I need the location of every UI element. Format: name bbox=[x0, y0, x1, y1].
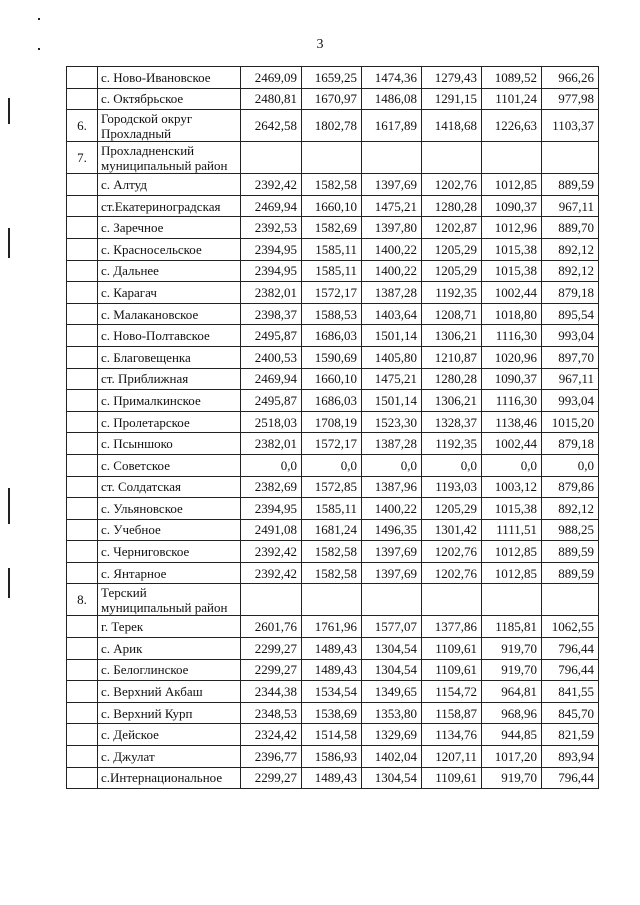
value-cell: 2348,53 bbox=[241, 702, 302, 724]
row-number bbox=[67, 303, 98, 325]
value-cell: 2392,42 bbox=[241, 562, 302, 584]
value-cell: 1590,69 bbox=[302, 346, 362, 368]
value-cell: 0,0 bbox=[241, 454, 302, 476]
value-cell: 1403,64 bbox=[362, 303, 422, 325]
locality-name: с. Арик bbox=[98, 638, 241, 660]
value-cell: 1103,37 bbox=[542, 110, 599, 142]
value-cell: 1514,58 bbox=[302, 724, 362, 746]
value-cell bbox=[422, 584, 482, 616]
value-cell: 1486,08 bbox=[362, 88, 422, 110]
page-number: 3 bbox=[316, 37, 324, 52]
value-cell: 1681,24 bbox=[302, 519, 362, 541]
value-cell: 2392,42 bbox=[241, 174, 302, 196]
value-cell: 2601,76 bbox=[241, 616, 302, 638]
locality-name: г. Терек bbox=[98, 616, 241, 638]
value-cell: 1202,87 bbox=[422, 217, 482, 239]
value-cell: 1202,76 bbox=[422, 174, 482, 196]
value-cell: 1111,51 bbox=[482, 519, 542, 541]
value-cell: 1304,54 bbox=[362, 659, 422, 681]
row-number bbox=[67, 390, 98, 412]
value-cell: 1089,52 bbox=[482, 67, 542, 89]
value-cell: 0,0 bbox=[542, 454, 599, 476]
value-cell: 1660,10 bbox=[302, 195, 362, 217]
value-cell: 1109,61 bbox=[422, 659, 482, 681]
value-cell: 2480,81 bbox=[241, 88, 302, 110]
value-cell bbox=[362, 584, 422, 616]
row-number bbox=[67, 616, 98, 638]
row-number bbox=[67, 174, 98, 196]
locality-name: с. Благовещенка bbox=[98, 346, 241, 368]
row-number bbox=[67, 282, 98, 304]
value-cell: 2491,08 bbox=[241, 519, 302, 541]
row-number bbox=[67, 433, 98, 455]
section-row bbox=[67, 110, 599, 142]
value-cell: 1304,54 bbox=[362, 767, 422, 789]
section-row bbox=[67, 584, 599, 616]
locality-name: с. Верхний Акбаш bbox=[98, 681, 241, 703]
value-cell: 1020,96 bbox=[482, 346, 542, 368]
value-cell: 2392,42 bbox=[241, 541, 302, 563]
value-cell: 1582,58 bbox=[302, 174, 362, 196]
value-cell: 1202,76 bbox=[422, 541, 482, 563]
locality-name: с. Янтарное bbox=[98, 562, 241, 584]
table-row bbox=[67, 67, 599, 89]
table-row bbox=[67, 390, 599, 412]
value-cell bbox=[422, 142, 482, 174]
value-cell: 1400,22 bbox=[362, 238, 422, 260]
value-cell: 993,04 bbox=[542, 325, 599, 347]
value-cell: 919,70 bbox=[482, 767, 542, 789]
locality-name: с. Ульяновское bbox=[98, 498, 241, 520]
value-cell: 895,54 bbox=[542, 303, 599, 325]
value-cell: 1572,17 bbox=[302, 282, 362, 304]
value-cell: 919,70 bbox=[482, 638, 542, 660]
value-cell: 1090,37 bbox=[482, 368, 542, 390]
table-row bbox=[67, 217, 599, 239]
value-cell: 892,12 bbox=[542, 498, 599, 520]
value-cell: 0,0 bbox=[362, 454, 422, 476]
value-cell: 1387,96 bbox=[362, 476, 422, 498]
table-row bbox=[67, 541, 599, 563]
value-cell: 1387,28 bbox=[362, 433, 422, 455]
table-row bbox=[67, 174, 599, 196]
locality-name: с. Учебное bbox=[98, 519, 241, 541]
value-cell: 1659,25 bbox=[302, 67, 362, 89]
value-cell: 1328,37 bbox=[422, 411, 482, 433]
value-cell: 1377,86 bbox=[422, 616, 482, 638]
value-cell: 1012,96 bbox=[482, 217, 542, 239]
table-row bbox=[67, 88, 599, 110]
value-cell: 897,70 bbox=[542, 346, 599, 368]
value-cell: 1572,17 bbox=[302, 433, 362, 455]
locality-name: с. Джулат bbox=[98, 746, 241, 768]
value-cell: 1202,76 bbox=[422, 562, 482, 584]
value-cell: 1306,21 bbox=[422, 390, 482, 412]
value-cell: 1572,85 bbox=[302, 476, 362, 498]
row-number bbox=[67, 411, 98, 433]
table-row bbox=[67, 454, 599, 476]
value-cell: 964,81 bbox=[482, 681, 542, 703]
row-number bbox=[67, 195, 98, 217]
value-cell: 1018,80 bbox=[482, 303, 542, 325]
row-number bbox=[67, 541, 98, 563]
value-cell: 2299,27 bbox=[241, 767, 302, 789]
row-number bbox=[67, 638, 98, 660]
value-cell: 2382,01 bbox=[241, 282, 302, 304]
value-cell: 1208,71 bbox=[422, 303, 482, 325]
value-cell: 1154,72 bbox=[422, 681, 482, 703]
table-row bbox=[67, 562, 599, 584]
value-cell: 966,26 bbox=[542, 67, 599, 89]
value-cell: 1586,93 bbox=[302, 746, 362, 768]
value-cell: 1062,55 bbox=[542, 616, 599, 638]
value-cell: 1280,28 bbox=[422, 368, 482, 390]
value-cell: 1279,43 bbox=[422, 67, 482, 89]
locality-name: с. Верхний Курп bbox=[98, 702, 241, 724]
value-cell: 967,11 bbox=[542, 368, 599, 390]
value-cell: 1306,21 bbox=[422, 325, 482, 347]
value-cell: 1116,30 bbox=[482, 390, 542, 412]
value-cell bbox=[542, 142, 599, 174]
value-cell: 2398,37 bbox=[241, 303, 302, 325]
value-cell: 2299,27 bbox=[241, 638, 302, 660]
value-cell: 993,04 bbox=[542, 390, 599, 412]
value-cell: 1185,81 bbox=[482, 616, 542, 638]
value-cell bbox=[542, 584, 599, 616]
value-cell: 893,94 bbox=[542, 746, 599, 768]
value-cell: 845,70 bbox=[542, 702, 599, 724]
value-cell: 1205,29 bbox=[422, 498, 482, 520]
value-cell: 1205,29 bbox=[422, 238, 482, 260]
table-row bbox=[67, 498, 599, 520]
table-row bbox=[67, 195, 599, 217]
row-number: 8. bbox=[67, 584, 98, 616]
value-cell: 1501,14 bbox=[362, 390, 422, 412]
table-row bbox=[67, 519, 599, 541]
value-cell: 879,18 bbox=[542, 433, 599, 455]
value-cell: 1582,58 bbox=[302, 541, 362, 563]
value-cell: 1158,87 bbox=[422, 702, 482, 724]
value-cell: 1534,54 bbox=[302, 681, 362, 703]
value-cell: 1400,22 bbox=[362, 498, 422, 520]
value-cell: 1015,20 bbox=[542, 411, 599, 433]
row-number bbox=[67, 724, 98, 746]
locality-name: с. Советское bbox=[98, 454, 241, 476]
tariff-table bbox=[66, 66, 599, 789]
value-cell: 2495,87 bbox=[241, 325, 302, 347]
locality-name: с. Красносельское bbox=[98, 238, 241, 260]
value-cell: 821,59 bbox=[542, 724, 599, 746]
value-cell: 892,12 bbox=[542, 260, 599, 282]
value-cell: 1660,10 bbox=[302, 368, 362, 390]
row-number bbox=[67, 659, 98, 681]
value-cell: 2469,09 bbox=[241, 67, 302, 89]
value-cell bbox=[241, 142, 302, 174]
value-cell: 1012,85 bbox=[482, 541, 542, 563]
value-cell: 968,96 bbox=[482, 702, 542, 724]
row-number bbox=[67, 325, 98, 347]
scan-mark bbox=[8, 98, 10, 124]
scan-mark bbox=[8, 568, 10, 598]
value-cell: 1090,37 bbox=[482, 195, 542, 217]
scan-mark bbox=[38, 48, 40, 50]
locality-name: с. Алтуд bbox=[98, 174, 241, 196]
value-cell: 1496,35 bbox=[362, 519, 422, 541]
value-cell: 0,0 bbox=[422, 454, 482, 476]
value-cell: 1585,11 bbox=[302, 260, 362, 282]
value-cell: 1207,11 bbox=[422, 746, 482, 768]
row-number bbox=[67, 746, 98, 768]
table-row bbox=[67, 411, 599, 433]
table-row bbox=[67, 282, 599, 304]
scan-mark bbox=[8, 488, 10, 524]
value-cell: 2394,95 bbox=[241, 238, 302, 260]
table-row bbox=[67, 368, 599, 390]
value-cell: 2324,42 bbox=[241, 724, 302, 746]
value-cell: 2642,58 bbox=[241, 110, 302, 142]
row-number bbox=[67, 67, 98, 89]
value-cell: 1582,69 bbox=[302, 217, 362, 239]
value-cell: 889,59 bbox=[542, 562, 599, 584]
table-row bbox=[67, 325, 599, 347]
table-row bbox=[67, 260, 599, 282]
row-number: 6. bbox=[67, 110, 98, 142]
value-cell: 1226,63 bbox=[482, 110, 542, 142]
value-cell: 1280,28 bbox=[422, 195, 482, 217]
value-cell: 1192,35 bbox=[422, 433, 482, 455]
value-cell: 1397,80 bbox=[362, 217, 422, 239]
value-cell: 1353,80 bbox=[362, 702, 422, 724]
value-cell: 1291,15 bbox=[422, 88, 482, 110]
value-cell: 1397,69 bbox=[362, 562, 422, 584]
locality-name: с. Пролетарское bbox=[98, 411, 241, 433]
locality-name: с. Черниговское bbox=[98, 541, 241, 563]
value-cell: 1301,42 bbox=[422, 519, 482, 541]
value-cell: 944,85 bbox=[482, 724, 542, 746]
value-cell: 1588,53 bbox=[302, 303, 362, 325]
row-number bbox=[67, 454, 98, 476]
value-cell: 1012,85 bbox=[482, 562, 542, 584]
value-cell bbox=[241, 584, 302, 616]
value-cell: 2518,03 bbox=[241, 411, 302, 433]
value-cell: 1015,38 bbox=[482, 498, 542, 520]
value-cell: 796,44 bbox=[542, 767, 599, 789]
value-cell: 1489,43 bbox=[302, 638, 362, 660]
value-cell: 1523,30 bbox=[362, 411, 422, 433]
value-cell: 796,44 bbox=[542, 659, 599, 681]
value-cell: 977,98 bbox=[542, 88, 599, 110]
locality-name: с. Ново-Полтавское bbox=[98, 325, 241, 347]
value-cell: 1003,12 bbox=[482, 476, 542, 498]
value-cell bbox=[362, 142, 422, 174]
table-row bbox=[67, 659, 599, 681]
value-cell: 889,59 bbox=[542, 174, 599, 196]
value-cell: 1418,68 bbox=[422, 110, 482, 142]
row-number bbox=[67, 562, 98, 584]
value-cell: 1101,24 bbox=[482, 88, 542, 110]
value-cell: 988,25 bbox=[542, 519, 599, 541]
locality-name: с. Ново-Ивановское bbox=[98, 67, 241, 89]
value-cell: 1109,61 bbox=[422, 638, 482, 660]
value-cell: 1002,44 bbox=[482, 433, 542, 455]
value-cell: 1387,28 bbox=[362, 282, 422, 304]
value-cell: 1192,35 bbox=[422, 282, 482, 304]
value-cell: 1686,03 bbox=[302, 325, 362, 347]
value-cell: 1304,54 bbox=[362, 638, 422, 660]
row-number: 7. bbox=[67, 142, 98, 174]
value-cell: 892,12 bbox=[542, 238, 599, 260]
value-cell: 1708,19 bbox=[302, 411, 362, 433]
row-number bbox=[67, 217, 98, 239]
value-cell: 889,70 bbox=[542, 217, 599, 239]
locality-name: ст. Приближная bbox=[98, 368, 241, 390]
value-cell bbox=[482, 584, 542, 616]
value-cell: 2382,01 bbox=[241, 433, 302, 455]
value-cell: 1475,21 bbox=[362, 195, 422, 217]
value-cell: 2400,53 bbox=[241, 346, 302, 368]
locality-name: с. Псыншоко bbox=[98, 433, 241, 455]
value-cell: 796,44 bbox=[542, 638, 599, 660]
value-cell: 2396,77 bbox=[241, 746, 302, 768]
value-cell: 879,18 bbox=[542, 282, 599, 304]
scan-mark bbox=[38, 18, 40, 20]
section-row bbox=[67, 142, 599, 174]
locality-name: с. Карагач bbox=[98, 282, 241, 304]
value-cell: 1585,11 bbox=[302, 498, 362, 520]
value-cell: 1577,07 bbox=[362, 616, 422, 638]
table-row bbox=[67, 616, 599, 638]
value-cell: 879,86 bbox=[542, 476, 599, 498]
locality-name: с. Дальнее bbox=[98, 260, 241, 282]
value-cell bbox=[302, 584, 362, 616]
value-cell: 967,11 bbox=[542, 195, 599, 217]
value-cell: 1015,38 bbox=[482, 260, 542, 282]
value-cell: 2392,53 bbox=[241, 217, 302, 239]
row-number bbox=[67, 88, 98, 110]
value-cell: 1617,89 bbox=[362, 110, 422, 142]
value-cell: 1138,46 bbox=[482, 411, 542, 433]
locality-name: Городской округ Прохладный bbox=[98, 110, 241, 142]
value-cell: 2394,95 bbox=[241, 498, 302, 520]
value-cell: 2394,95 bbox=[241, 260, 302, 282]
table-row bbox=[67, 724, 599, 746]
value-cell: 2299,27 bbox=[241, 659, 302, 681]
table-row bbox=[67, 476, 599, 498]
value-cell: 889,59 bbox=[542, 541, 599, 563]
row-number bbox=[67, 681, 98, 703]
value-cell: 1501,14 bbox=[362, 325, 422, 347]
value-cell: 1397,69 bbox=[362, 541, 422, 563]
value-cell: 1193,03 bbox=[422, 476, 482, 498]
value-cell: 1802,78 bbox=[302, 110, 362, 142]
value-cell: 1329,69 bbox=[362, 724, 422, 746]
row-number bbox=[67, 519, 98, 541]
value-cell: 1017,20 bbox=[482, 746, 542, 768]
value-cell: 2469,94 bbox=[241, 368, 302, 390]
table-row bbox=[67, 702, 599, 724]
value-cell: 1002,44 bbox=[482, 282, 542, 304]
locality-name: с. Белоглинское bbox=[98, 659, 241, 681]
table-row bbox=[67, 303, 599, 325]
scan-mark bbox=[8, 228, 10, 258]
value-cell: 1402,04 bbox=[362, 746, 422, 768]
table-row bbox=[67, 638, 599, 660]
value-cell: 2495,87 bbox=[241, 390, 302, 412]
value-cell: 1349,65 bbox=[362, 681, 422, 703]
table-row bbox=[67, 746, 599, 768]
value-cell: 841,55 bbox=[542, 681, 599, 703]
locality-name: Прохладненский муниципальный район bbox=[98, 142, 241, 174]
locality-name: с. Малакановское bbox=[98, 303, 241, 325]
row-number bbox=[67, 702, 98, 724]
value-cell: 1116,30 bbox=[482, 325, 542, 347]
row-number bbox=[67, 476, 98, 498]
value-cell: 1475,21 bbox=[362, 368, 422, 390]
value-cell: 1210,87 bbox=[422, 346, 482, 368]
table-row bbox=[67, 433, 599, 455]
value-cell: 0,0 bbox=[302, 454, 362, 476]
value-cell: 1205,29 bbox=[422, 260, 482, 282]
value-cell: 1670,97 bbox=[302, 88, 362, 110]
value-cell: 1405,80 bbox=[362, 346, 422, 368]
locality-name: ст.Екатериноградская bbox=[98, 195, 241, 217]
value-cell: 1474,36 bbox=[362, 67, 422, 89]
locality-name: с. Заречное bbox=[98, 217, 241, 239]
row-number bbox=[67, 368, 98, 390]
row-number bbox=[67, 498, 98, 520]
value-cell bbox=[482, 142, 542, 174]
value-cell: 1538,69 bbox=[302, 702, 362, 724]
value-cell: 1134,76 bbox=[422, 724, 482, 746]
value-cell: 1582,58 bbox=[302, 562, 362, 584]
locality-name: Терский муниципальный район bbox=[98, 584, 241, 616]
value-cell: 1012,85 bbox=[482, 174, 542, 196]
value-cell: 2344,38 bbox=[241, 681, 302, 703]
table-row bbox=[67, 346, 599, 368]
value-cell: 2382,69 bbox=[241, 476, 302, 498]
value-cell: 1585,11 bbox=[302, 238, 362, 260]
value-cell: 1489,43 bbox=[302, 767, 362, 789]
value-cell: 0,0 bbox=[482, 454, 542, 476]
value-cell: 1400,22 bbox=[362, 260, 422, 282]
locality-name: с. Прималкинское bbox=[98, 390, 241, 412]
row-number bbox=[67, 767, 98, 789]
locality-name: с. Дейское bbox=[98, 724, 241, 746]
value-cell: 1761,96 bbox=[302, 616, 362, 638]
value-cell: 1109,61 bbox=[422, 767, 482, 789]
locality-name: с. Октябрьское bbox=[98, 88, 241, 110]
value-cell: 1397,69 bbox=[362, 174, 422, 196]
value-cell: 2469,94 bbox=[241, 195, 302, 217]
value-cell: 1015,38 bbox=[482, 238, 542, 260]
value-cell bbox=[302, 142, 362, 174]
value-cell: 1489,43 bbox=[302, 659, 362, 681]
table-row bbox=[67, 238, 599, 260]
locality-name: ст. Солдатская bbox=[98, 476, 241, 498]
row-number bbox=[67, 260, 98, 282]
row-number bbox=[67, 238, 98, 260]
row-number bbox=[67, 346, 98, 368]
table-row bbox=[67, 767, 599, 789]
value-cell: 1686,03 bbox=[302, 390, 362, 412]
table-row bbox=[67, 681, 599, 703]
value-cell: 919,70 bbox=[482, 659, 542, 681]
locality-name: с.Интернациональное bbox=[98, 767, 241, 789]
